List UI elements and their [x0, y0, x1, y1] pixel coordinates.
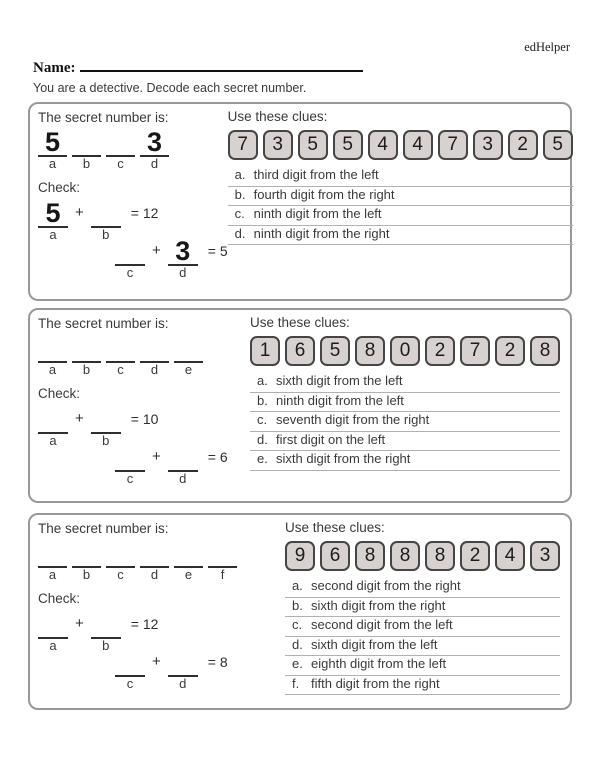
check-label: Check:	[38, 180, 81, 195]
slot-digit	[140, 538, 169, 568]
slot-digit	[91, 404, 121, 434]
clue-letter: b.	[292, 597, 303, 613]
clue-row-c	[228, 206, 573, 226]
clue-text: first digit on the left	[276, 431, 386, 447]
clue-list	[228, 167, 573, 245]
equation-slot-d	[168, 236, 198, 280]
digit-tile-row	[228, 130, 573, 160]
plus-sign: +	[152, 653, 161, 670]
puzzle-box-3	[28, 513, 572, 710]
answer-slot-d	[140, 538, 169, 582]
slot-letter: a	[48, 362, 57, 377]
answer-slot-c	[106, 127, 135, 171]
slot-digit	[115, 647, 145, 677]
clue-row-a	[228, 167, 573, 187]
clue-row-a	[250, 373, 560, 393]
clue-text: third digit from the left	[253, 167, 379, 182]
clue-letter: b.	[234, 186, 246, 202]
clue-row-b	[228, 187, 573, 207]
check-equation-2	[115, 236, 228, 280]
digit-tile: 5	[333, 130, 363, 160]
secret-number-label: The secret number is:	[38, 316, 169, 331]
clue-text: second digit from the right	[311, 578, 461, 593]
secret-number-label: The secret number is:	[38, 110, 169, 125]
slot-letter: e	[184, 567, 193, 582]
brand-logo: edHelper	[524, 40, 570, 54]
slot-letter: f	[220, 567, 225, 582]
clue-letter: e.	[257, 451, 268, 466]
check-equation-2	[115, 442, 228, 486]
puzzle-box-2	[28, 308, 572, 503]
answer-slot-b	[72, 127, 101, 171]
secret-number-label: The secret number is:	[38, 521, 169, 536]
clue-text: ninth digit from the left	[276, 392, 404, 408]
clue-list	[250, 373, 560, 471]
clue-row-e	[285, 656, 560, 676]
clues-label: Use these clues:	[250, 315, 350, 330]
answer-slot-row	[38, 538, 237, 582]
check-equation-2	[115, 647, 237, 691]
slot-digit	[72, 333, 101, 363]
slot-digit	[174, 333, 203, 363]
slot-digit	[38, 538, 67, 568]
answer-slot-f	[208, 538, 237, 582]
digit-tile: 7	[460, 336, 490, 366]
digit-tile: 2	[425, 336, 455, 366]
equation-slot-a	[38, 609, 68, 653]
digit-tile: 7	[228, 130, 258, 160]
answer-slot-e	[174, 538, 203, 582]
slot-digit	[72, 538, 101, 568]
answer-slot-d	[140, 333, 169, 377]
clue-letter: e.	[292, 656, 303, 671]
equation-result: = 12	[130, 616, 159, 632]
equation-slot-c	[115, 647, 145, 691]
answer-slot-b	[72, 538, 101, 582]
slot-digit	[38, 404, 68, 434]
slot-letter: e	[184, 362, 193, 377]
clue-letter: d.	[234, 225, 246, 241]
equation-result: = 5	[207, 243, 228, 259]
digit-tile: 5	[298, 130, 328, 160]
slot-digit	[140, 333, 169, 363]
slot-letter: c	[126, 265, 134, 280]
digit-tile: 2	[460, 541, 490, 571]
clue-text: seventh digit from the right	[276, 412, 430, 427]
slot-letter: d	[150, 567, 159, 582]
slot-letter: c	[117, 156, 124, 171]
plus-sign: +	[152, 242, 161, 259]
clue-letter: f.	[292, 675, 300, 691]
clue-letter: a.	[234, 167, 246, 182]
slot-letter: a	[48, 567, 57, 582]
clue-text: eighth digit from the left	[311, 656, 447, 671]
answer-slot-e	[174, 333, 203, 377]
clue-text: fifth digit from the right	[311, 675, 440, 691]
puzzle-2-answer-area	[38, 315, 228, 495]
clue-text: fourth digit from the right	[253, 186, 395, 202]
digit-tile: 8	[355, 336, 385, 366]
answer-slot-row	[38, 127, 228, 171]
equation-result: = 10	[130, 411, 159, 427]
digit-tile: 3	[473, 130, 503, 160]
slot-letter: c	[117, 362, 124, 377]
clue-letter: d.	[257, 431, 268, 447]
slot-letter: a	[48, 156, 57, 171]
slot-digit	[208, 538, 237, 568]
clue-list	[285, 578, 560, 695]
puzzle-list	[28, 102, 572, 710]
puzzle-1-answer-area	[38, 109, 228, 293]
plus-sign: +	[152, 448, 161, 465]
puzzle-box-1	[28, 102, 572, 301]
clue-row-c	[285, 617, 560, 637]
digit-tile: 8	[425, 541, 455, 571]
equation-slot-d	[168, 647, 198, 691]
digit-tile: 4	[403, 130, 433, 160]
slot-letter: a	[49, 227, 57, 242]
slot-digit	[38, 609, 68, 639]
clues-label: Use these clues:	[285, 520, 385, 535]
answer-slot-a	[38, 127, 67, 171]
puzzle-1-clues-area	[228, 109, 573, 293]
equation-slot-a	[38, 198, 68, 242]
slot-digit: 3	[140, 127, 169, 157]
slot-digit	[106, 538, 135, 568]
slot-digit	[115, 236, 145, 266]
slot-digit	[115, 442, 145, 472]
slot-digit	[38, 333, 67, 363]
answer-slot-b	[72, 333, 101, 377]
slot-digit	[174, 538, 203, 568]
slot-letter: d	[179, 676, 187, 691]
slot-letter: b	[82, 156, 91, 171]
clue-text: ninth digit from the left	[253, 206, 382, 221]
slot-letter: b	[82, 362, 91, 377]
name-row	[33, 59, 600, 77]
digit-tile: 0	[390, 336, 420, 366]
equation-slot-c	[115, 442, 145, 486]
clue-row-a	[285, 578, 560, 598]
slot-digit: 5	[38, 127, 67, 157]
clue-row-d	[285, 637, 560, 657]
digit-tile: 1	[250, 336, 280, 366]
clue-letter: c.	[292, 617, 303, 632]
digit-tile: 6	[285, 336, 315, 366]
digit-tile: 6	[320, 541, 350, 571]
digit-tile: 7	[438, 130, 468, 160]
slot-letter: b	[102, 638, 110, 653]
clue-row-c	[250, 412, 560, 432]
answer-slot-a	[38, 538, 67, 582]
slot-letter: b	[102, 227, 110, 242]
slot-letter: c	[117, 567, 124, 582]
equation-result: = 6	[207, 449, 228, 465]
slot-letter: d	[150, 362, 159, 377]
slot-letter: b	[102, 433, 110, 448]
clue-text: second digit from the left	[311, 617, 453, 632]
digit-tile: 2	[495, 336, 525, 366]
digit-tile: 2	[508, 130, 538, 160]
equation-slot-a	[38, 404, 68, 448]
slot-letter: d	[179, 471, 187, 486]
clue-row-e	[250, 451, 560, 471]
slot-letter: a	[49, 433, 57, 448]
equation-slot-d	[168, 442, 198, 486]
slot-digit	[106, 127, 135, 157]
clues-label: Use these clues:	[227, 109, 328, 124]
check-label: Check:	[38, 591, 81, 606]
equation-slot-c	[115, 236, 145, 280]
answer-slot-a	[38, 333, 67, 377]
digit-tile: 8	[390, 541, 420, 571]
slot-digit	[106, 333, 135, 363]
clue-row-b	[285, 598, 560, 618]
puzzle-3-answer-area	[38, 520, 237, 702]
digit-tile-row	[250, 336, 560, 366]
clue-letter: d.	[292, 636, 303, 652]
equation-result: = 8	[207, 654, 228, 670]
plus-sign: +	[75, 615, 84, 632]
slot-letter: c	[126, 471, 134, 486]
answer-slot-c	[106, 333, 135, 377]
answer-slot-row	[38, 333, 228, 377]
clue-text: sixth digit from the left	[276, 373, 403, 388]
clue-row-f	[285, 676, 560, 696]
clue-row-d	[228, 226, 573, 246]
digit-tile: 8	[355, 541, 385, 571]
name-label: Name:	[33, 60, 76, 76]
check-label: Check:	[38, 386, 81, 401]
slot-digit	[168, 442, 198, 472]
puzzle-3-clues-area	[285, 520, 560, 702]
answer-slot-d	[140, 127, 169, 171]
digit-tile: 5	[320, 336, 350, 366]
name-blank-line	[80, 59, 363, 72]
slot-letter: c	[126, 676, 134, 691]
clue-letter: c.	[234, 206, 245, 221]
digit-tile: 3	[263, 130, 293, 160]
clue-letter: c.	[257, 412, 268, 427]
answer-slot-c	[106, 538, 135, 582]
digit-tile: 4	[495, 541, 525, 571]
clue-row-d	[250, 432, 560, 452]
slot-digit	[168, 647, 198, 677]
clue-letter: a.	[257, 373, 268, 388]
puzzle-2-clues-area	[250, 315, 560, 495]
slot-letter: a	[49, 638, 57, 653]
slot-digit: 3	[168, 236, 198, 266]
clue-text: sixth digit from the left	[311, 636, 438, 652]
clue-text: sixth digit from the right	[276, 451, 411, 466]
plus-sign: +	[75, 410, 84, 427]
slot-letter: d	[150, 156, 159, 171]
digit-tile: 9	[285, 541, 315, 571]
slot-letter: d	[179, 265, 187, 280]
digit-tile-row	[285, 541, 560, 571]
clue-letter: b.	[257, 392, 268, 408]
instruction-text: You are a detective. Decode each secret number.	[33, 81, 307, 95]
clue-text: sixth digit from the right	[311, 597, 446, 613]
clue-row-b	[250, 393, 560, 413]
digit-tile: 4	[368, 130, 398, 160]
digit-tile: 8	[530, 336, 560, 366]
slot-digit	[72, 127, 101, 157]
slot-letter: b	[82, 567, 91, 582]
plus-sign: +	[75, 204, 84, 221]
digit-tile: 3	[530, 541, 560, 571]
slot-digit	[91, 198, 121, 228]
digit-tile: 5	[543, 130, 573, 160]
clue-text: ninth digit from the right	[253, 225, 390, 241]
equation-result: = 12	[130, 205, 159, 221]
slot-digit	[91, 609, 121, 639]
clue-letter: a.	[292, 578, 303, 593]
slot-digit: 5	[38, 198, 68, 228]
